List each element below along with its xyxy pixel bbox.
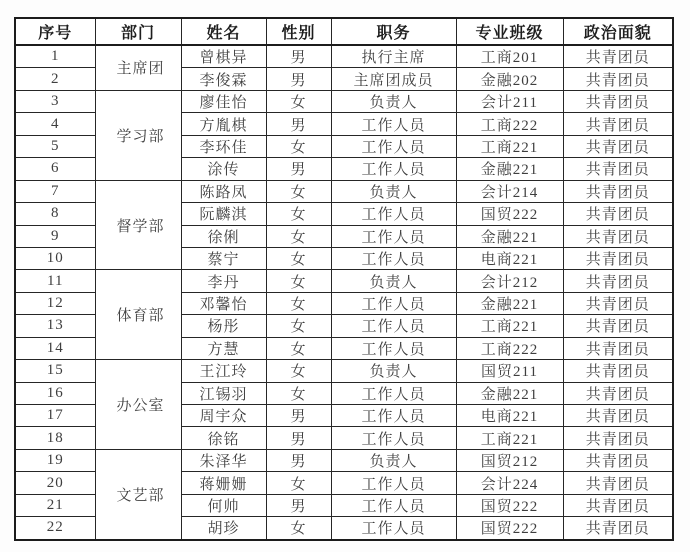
cell-status: 共青团员 [563, 158, 673, 180]
cell-status: 共青团员 [563, 449, 673, 471]
cell-status: 共青团员 [563, 270, 673, 292]
cell-status: 共青团员 [563, 494, 673, 516]
cell-class: 金融221 [456, 158, 563, 180]
table-row [15, 270, 673, 292]
cell-gender: 女 [266, 472, 331, 494]
cell-class: 国贸222 [456, 203, 563, 225]
cell-status: 共青团员 [563, 225, 673, 247]
column-header-status: 政治面貌 [563, 18, 673, 45]
cell-position: 执行主席 [331, 45, 456, 68]
cell-status: 共青团员 [563, 113, 673, 135]
cell-status: 共青团员 [563, 517, 673, 540]
cell-status: 共青团员 [563, 203, 673, 225]
cell-status: 共青团员 [563, 135, 673, 157]
cell-no: 8 [15, 203, 95, 225]
cell-no: 12 [15, 292, 95, 314]
cell-no: 17 [15, 405, 95, 427]
cell-class: 金融202 [456, 68, 563, 90]
cell-no: 9 [15, 225, 95, 247]
cell-gender: 男 [266, 158, 331, 180]
cell-class: 会计211 [456, 90, 563, 112]
cell-no: 11 [15, 270, 95, 292]
cell-name: 李环佳 [181, 135, 266, 157]
cell-name: 周宇众 [181, 405, 266, 427]
cell-position: 负责人 [331, 449, 456, 471]
column-header-position: 职务 [331, 18, 456, 45]
cell-class: 工商222 [456, 113, 563, 135]
cell-name: 涂传 [181, 158, 266, 180]
cell-name: 徐俐 [181, 225, 266, 247]
cell-name: 蔡宁 [181, 247, 266, 269]
cell-status: 共青团员 [563, 405, 673, 427]
roster-table [14, 17, 674, 541]
cell-name: 阮麟淇 [181, 203, 266, 225]
cell-position: 工作人员 [331, 225, 456, 247]
cell-class: 会计214 [456, 180, 563, 202]
cell-position: 工作人员 [331, 203, 456, 225]
cell-status: 共青团员 [563, 247, 673, 269]
cell-position: 工作人员 [331, 135, 456, 157]
cell-status: 共青团员 [563, 337, 673, 359]
cell-department: 办公室 [95, 360, 181, 450]
cell-gender: 男 [266, 68, 331, 90]
cell-name: 蒋姗姗 [181, 472, 266, 494]
table-row [15, 449, 673, 471]
cell-name: 王江玲 [181, 360, 266, 382]
cell-status: 共青团员 [563, 360, 673, 382]
cell-gender: 女 [266, 247, 331, 269]
cell-no: 13 [15, 315, 95, 337]
cell-class: 金融221 [456, 382, 563, 404]
cell-gender: 女 [266, 315, 331, 337]
cell-name: 陈路凤 [181, 180, 266, 202]
cell-status: 共青团员 [563, 292, 673, 314]
cell-position: 工作人员 [331, 472, 456, 494]
cell-no: 19 [15, 449, 95, 471]
cell-gender: 女 [266, 337, 331, 359]
cell-class: 电商221 [456, 247, 563, 269]
cell-gender: 女 [266, 180, 331, 202]
cell-position: 主席团成员 [331, 68, 456, 90]
cell-name: 曾棋异 [181, 45, 266, 68]
cell-class: 国贸211 [456, 360, 563, 382]
column-header-name: 姓名 [181, 18, 266, 45]
cell-name: 何帅 [181, 494, 266, 516]
cell-class: 工商221 [456, 427, 563, 449]
header-row [15, 18, 673, 45]
cell-gender: 男 [266, 449, 331, 471]
cell-position: 工作人员 [331, 337, 456, 359]
cell-position: 工作人员 [331, 113, 456, 135]
cell-department: 文艺部 [95, 449, 181, 539]
cell-name: 廖佳怡 [181, 90, 266, 112]
cell-status: 共青团员 [563, 45, 673, 68]
table-header [15, 18, 673, 45]
cell-no: 22 [15, 517, 95, 540]
cell-no: 18 [15, 427, 95, 449]
cell-name: 方胤棋 [181, 113, 266, 135]
cell-gender: 女 [266, 382, 331, 404]
cell-gender: 女 [266, 90, 331, 112]
cell-name: 朱泽华 [181, 449, 266, 471]
table-row [15, 180, 673, 202]
cell-no: 14 [15, 337, 95, 359]
cell-class: 国贸222 [456, 517, 563, 540]
cell-no: 4 [15, 113, 95, 135]
cell-no: 1 [15, 45, 95, 68]
cell-class: 国贸222 [456, 494, 563, 516]
column-header-gender: 性别 [266, 18, 331, 45]
cell-status: 共青团员 [563, 68, 673, 90]
cell-gender: 男 [266, 494, 331, 516]
cell-name: 江锡羽 [181, 382, 266, 404]
cell-name: 杨彤 [181, 315, 266, 337]
cell-position: 工作人员 [331, 405, 456, 427]
cell-no: 5 [15, 135, 95, 157]
cell-position: 工作人员 [331, 158, 456, 180]
cell-gender: 女 [266, 203, 331, 225]
cell-position: 工作人员 [331, 494, 456, 516]
cell-name: 胡珍 [181, 517, 266, 540]
cell-gender: 女 [266, 517, 331, 540]
cell-status: 共青团员 [563, 472, 673, 494]
cell-gender: 女 [266, 292, 331, 314]
cell-name: 方慧 [181, 337, 266, 359]
column-header-class: 专业班级 [456, 18, 563, 45]
cell-department: 体育部 [95, 270, 181, 360]
cell-gender: 女 [266, 270, 331, 292]
cell-gender: 女 [266, 225, 331, 247]
column-header-dept: 部门 [95, 18, 181, 45]
cell-status: 共青团员 [563, 90, 673, 112]
cell-department: 主席团 [95, 45, 181, 90]
cell-class: 会计224 [456, 472, 563, 494]
cell-status: 共青团员 [563, 180, 673, 202]
cell-status: 共青团员 [563, 315, 673, 337]
cell-position: 负责人 [331, 270, 456, 292]
table-row [15, 90, 673, 112]
cell-department: 学习部 [95, 90, 181, 180]
cell-class: 工商222 [456, 337, 563, 359]
cell-position: 工作人员 [331, 247, 456, 269]
cell-name: 李丹 [181, 270, 266, 292]
cell-class: 金融221 [456, 292, 563, 314]
cell-no: 20 [15, 472, 95, 494]
cell-no: 2 [15, 68, 95, 90]
cell-status: 共青团员 [563, 427, 673, 449]
cell-no: 7 [15, 180, 95, 202]
cell-gender: 女 [266, 360, 331, 382]
table-body [15, 45, 673, 540]
cell-class: 电商221 [456, 405, 563, 427]
cell-class: 工商221 [456, 315, 563, 337]
cell-class: 工商221 [456, 135, 563, 157]
cell-no: 16 [15, 382, 95, 404]
cell-position: 负责人 [331, 360, 456, 382]
cell-class: 国贸212 [456, 449, 563, 471]
cell-gender: 男 [266, 427, 331, 449]
cell-position: 工作人员 [331, 517, 456, 540]
cell-gender: 男 [266, 405, 331, 427]
cell-no: 15 [15, 360, 95, 382]
table-row [15, 360, 673, 382]
cell-gender: 女 [266, 135, 331, 157]
cell-no: 6 [15, 158, 95, 180]
cell-position: 工作人员 [331, 315, 456, 337]
cell-no: 3 [15, 90, 95, 112]
cell-position: 负责人 [331, 90, 456, 112]
cell-position: 负责人 [331, 180, 456, 202]
cell-department: 督学部 [95, 180, 181, 270]
cell-no: 21 [15, 494, 95, 516]
cell-status: 共青团员 [563, 382, 673, 404]
cell-name: 邓馨怡 [181, 292, 266, 314]
column-header-no: 序号 [15, 18, 95, 45]
cell-no: 10 [15, 247, 95, 269]
cell-position: 工作人员 [331, 292, 456, 314]
cell-gender: 男 [266, 45, 331, 68]
cell-class: 会计212 [456, 270, 563, 292]
cell-class: 工商201 [456, 45, 563, 68]
cell-class: 金融221 [456, 225, 563, 247]
cell-position: 工作人员 [331, 382, 456, 404]
cell-name: 徐铭 [181, 427, 266, 449]
table-row [15, 45, 673, 68]
cell-position: 工作人员 [331, 427, 456, 449]
cell-name: 李俊霖 [181, 68, 266, 90]
cell-gender: 男 [266, 113, 331, 135]
